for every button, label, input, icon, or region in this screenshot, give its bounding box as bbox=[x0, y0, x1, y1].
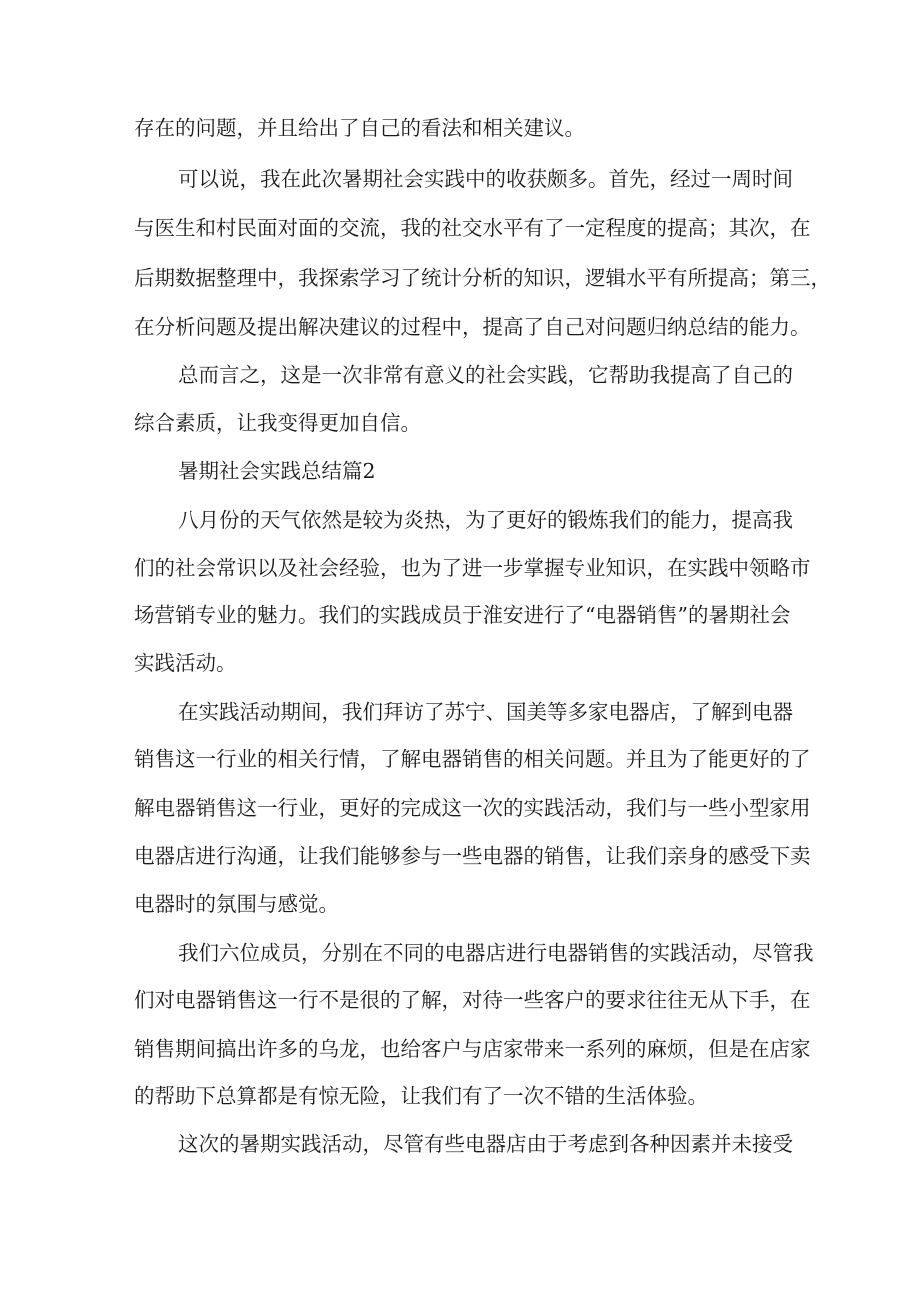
text-line-content: 销售这一行业的相关行情，了解电器销售的相关问题。并且为了能更好的了 bbox=[134, 747, 811, 771]
text-line-content: 这次的暑期实践活动，尽管有些电器店由于考虑到各种因素并未接受 bbox=[178, 1132, 793, 1156]
text-line-content: 的帮助下总算都是有惊无险，让我们有了一次不错的生活体验。 bbox=[134, 1084, 708, 1108]
text-line-content: 我们六位成员，分别在不同的电器店进行电器销售的实践活动，尽管我 bbox=[178, 941, 814, 965]
text-line-content: 在实践活动期间，我们拜访了苏宁、国美等多家电器店，了解到电器 bbox=[178, 700, 793, 724]
section-heading-text: 暑期社会实践总结篇2 bbox=[178, 459, 376, 483]
text-line-content: 电器时的氛围与感觉。 bbox=[134, 892, 339, 916]
text-line-content: 场营销专业的魅力。我们的实践成员于淮安进行了“电器销售”的暑期社会 bbox=[134, 603, 791, 627]
text-line-content: 们的社会常识以及社会经验，也为了进一步掌握专业知识，在实践中领略市 bbox=[134, 556, 811, 580]
text-line-content: 后期数据整理中，我探索学习了统计分析的知识，逻辑水平有所提高；第三， bbox=[134, 266, 831, 290]
text-line-content: 与医生和村民面对面的交流，我的社交水平有了一定程度的提高；其次，在 bbox=[134, 216, 811, 240]
text-line-content: 电器店进行沟通，让我们能够参与一些电器的销售，让我们亲身的感受下卖 bbox=[134, 844, 811, 868]
text-line-content: 八月份的天气依然是较为炎热，为了更好的锻炼我们的能力，提高我 bbox=[178, 508, 793, 532]
text-line-content: 们对电器销售这一行不是很的了解，对待一些客户的要求往往无从下手，在 bbox=[134, 988, 811, 1012]
text-line-content: 在分析问题及提出解决建议的过程中，提高了自己对问题归纳总结的能力。 bbox=[134, 315, 811, 339]
text-line-content: 实践活动。 bbox=[134, 651, 237, 675]
text-line-content: 总而言之，这是一次非常有意义的社会实践，它帮助我提高了自己的 bbox=[178, 363, 793, 387]
text-line-content: 综合素质，让我变得更加自信。 bbox=[134, 411, 421, 435]
text-line-content: 存在的问题，并且给出了自己的看法和相关建议。 bbox=[134, 116, 585, 140]
text-line-content: 解电器销售这一行业，更好的完成这一次的实践活动，我们与一些小型家用 bbox=[134, 796, 811, 820]
text-line-content: 销售期间搞出许多的乌龙，也给客户与店家带来一系列的麻烦，但是在店家 bbox=[134, 1037, 811, 1061]
text-line-content: 可以说，我在此次暑期社会实践中的收获颇多。首先，经过一周时间 bbox=[178, 167, 793, 191]
